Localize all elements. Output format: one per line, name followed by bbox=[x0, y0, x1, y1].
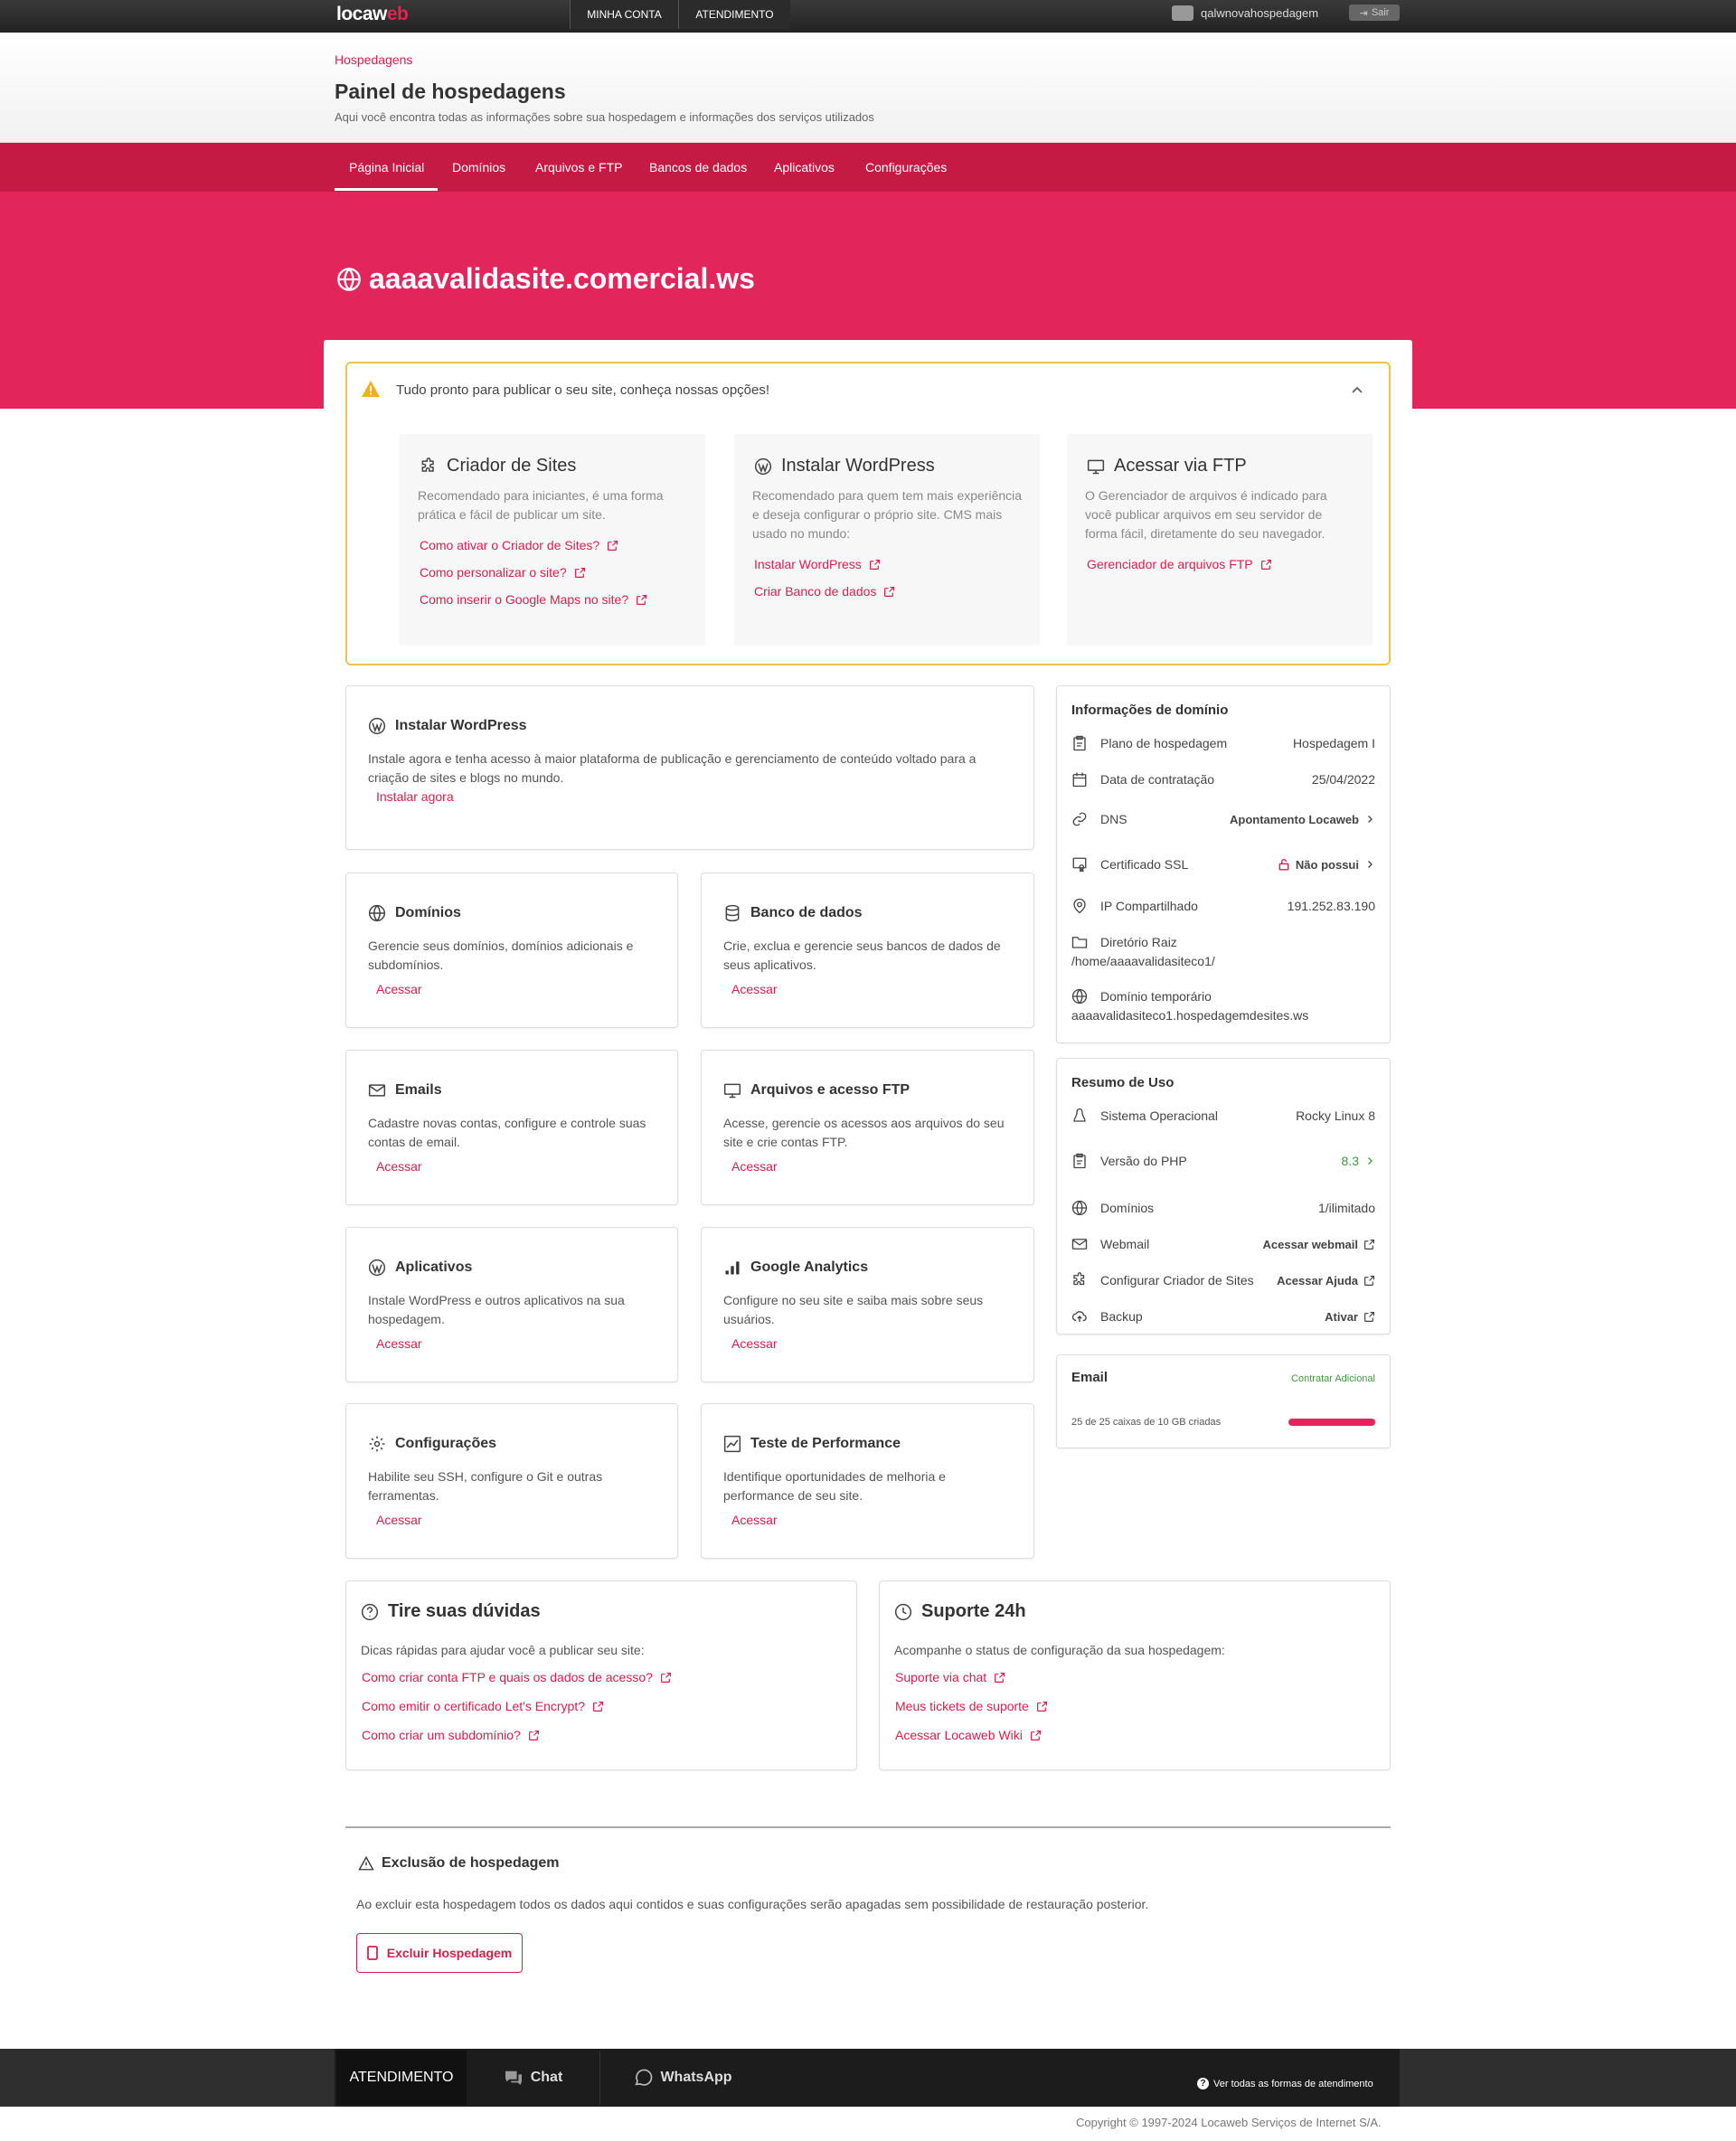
backup-link[interactable]: Ativar bbox=[1325, 1310, 1375, 1324]
wordpress-icon bbox=[754, 457, 772, 476]
row-dns: DNS Apontamento Locaweb bbox=[1071, 811, 1375, 827]
card-aplicativos: Aplicativos Instale WordPress e outros aplicativos na sua hospedagem. Acessar bbox=[345, 1227, 678, 1382]
tab-arquivos-ftp[interactable]: Arquivos e FTP bbox=[535, 160, 623, 174]
tab-pagina-inicial[interactable]: Página Inicial bbox=[349, 160, 425, 174]
support-link-wiki[interactable]: Acessar Locaweb Wiki bbox=[895, 1728, 1042, 1742]
diretorio-value: /home/aaaavalidasiteco1/ bbox=[1071, 954, 1215, 968]
linux-icon bbox=[1071, 1108, 1091, 1124]
support-desc: Acompanhe o status de configuração da sua hospedagem: bbox=[894, 1643, 1225, 1657]
card-desc: Gerencie seus domínios, domínios adicionais e subdomínios. bbox=[368, 938, 634, 972]
link-gerenciador-ftp[interactable]: Gerenciador de arquivos FTP bbox=[1087, 557, 1272, 571]
external-link-icon bbox=[574, 567, 586, 579]
card-desc: Cadastre novas contas, configure e controle suas contas de email. bbox=[368, 1116, 646, 1149]
email-usage-bar bbox=[1288, 1419, 1375, 1426]
warning-icon bbox=[358, 1855, 374, 1872]
chevron-right-icon bbox=[1364, 859, 1375, 870]
help-desc: Dicas rápidas para ajudar você a publicar seu site: bbox=[361, 1643, 645, 1657]
clock-icon bbox=[894, 1603, 912, 1621]
webmail-link[interactable]: Acessar webmail bbox=[1262, 1238, 1375, 1251]
breadcrumb[interactable]: Hospedagens bbox=[335, 52, 413, 67]
globe-icon bbox=[368, 904, 386, 922]
card-desc: Acesse, gerencie os acessos aos arquivos do seu site e crie contas FTP. bbox=[723, 1116, 1005, 1149]
row-diretorio: Diretório Raiz bbox=[1071, 934, 1375, 950]
external-link-icon bbox=[1363, 1275, 1375, 1287]
install-wordpress-link[interactable]: Instalar agora bbox=[376, 789, 454, 804]
calendar-icon bbox=[1071, 771, 1091, 788]
domain-info-title: Informações de domínio bbox=[1071, 703, 1229, 718]
external-link-icon bbox=[1363, 1311, 1375, 1323]
username: qalwnovahospedagem bbox=[1201, 6, 1319, 20]
card-link-acessar[interactable]: Acessar bbox=[731, 1513, 778, 1527]
monitor-icon bbox=[1087, 457, 1105, 476]
chart-icon bbox=[723, 1435, 741, 1453]
card-arquivos-ftp: Arquivos e acesso FTP Acesse, gerencie os acessos aos arquivos do seu site e crie contas FTP. Acessar bbox=[701, 1050, 1034, 1205]
email-panel bbox=[1056, 1354, 1391, 1448]
footer-whatsapp-button[interactable]: WhatsApp bbox=[615, 2051, 750, 2105]
tab-bancos-de-dados[interactable]: Bancos de dados bbox=[649, 160, 748, 174]
topnav-atendimento[interactable]: ATENDIMENTO bbox=[678, 0, 790, 29]
help-link-ftp[interactable]: Como criar conta FTP e quais os dados de acesso? bbox=[362, 1670, 672, 1684]
help-card: Tire suas dúvidas Dicas rápidas para ajudar você a publicar seu site: Como criar conta FTP e quais os dados de acesso? Como emitir o certificado Let's Encrypt? Como criar um subdomínio? bbox=[345, 1580, 857, 1770]
option-instalar-wordpress: Instalar WordPress Recomendado para quem tem mais experiência e deseja configurar o próprio site. CMS mais usado no mundo: Instalar WordPress Criar Banco de dados bbox=[734, 434, 1040, 646]
globe-icon bbox=[1071, 1200, 1091, 1216]
row-dominio-temporario: Domínio temporário bbox=[1071, 988, 1375, 1004]
row-webmail: Webmail Acessar webmail bbox=[1071, 1236, 1375, 1252]
external-link-icon bbox=[869, 559, 881, 571]
card-teste-performance: Teste de Performance Identifique oportunidades de melhoria e performance de seu site. Acessar bbox=[701, 1403, 1034, 1559]
ip-icon bbox=[1071, 898, 1091, 914]
puzzle-icon bbox=[420, 457, 438, 476]
globe-icon bbox=[1071, 988, 1091, 1004]
link-icon bbox=[1071, 811, 1091, 827]
support-link-chat[interactable]: Suporte via chat bbox=[895, 1670, 1005, 1684]
footer-label: ATENDIMENTO bbox=[336, 2051, 467, 2105]
clipboard-icon bbox=[1071, 735, 1091, 751]
external-link-icon bbox=[1030, 1730, 1042, 1741]
contratar-adicional-link[interactable]: Contratar Adicional bbox=[1291, 1373, 1375, 1384]
row-backup: Backup Ativar bbox=[1071, 1308, 1375, 1325]
wordpress-icon bbox=[368, 1259, 386, 1277]
page-subtitle: Aqui você encontra todas as informações sobre sua hospedagem e informações dos serviços utilizados bbox=[335, 110, 874, 124]
external-link-icon bbox=[607, 540, 618, 552]
top-bar bbox=[0, 0, 1736, 33]
delete-desc: Ao excluir esta hospedagem todos os dados aqui contidos e suas configurações serão apagadas sem possibilidade de restauração posterior. bbox=[356, 1897, 1149, 1911]
card-desc: Configure no seu site e saiba mais sobre seus usuários. bbox=[723, 1293, 984, 1326]
card-desc: Instale agora e tenha acesso à maior plataforma de publicação e gerenciamento de conteúdo voltado para a criação de sites e blogs no mundo. bbox=[368, 751, 976, 785]
dns-link[interactable]: Apontamento Locaweb bbox=[1230, 813, 1375, 826]
dominio-temporario-value: aaaavalidasiteco1.hospedagemdesites.ws bbox=[1071, 1008, 1309, 1023]
footer-all-options-link[interactable]: ? Ver todas as formas de atendimento bbox=[1197, 2078, 1373, 2089]
option-desc: Recomendado para quem tem mais experiência e deseja configurar o próprio site. CMS mais usado no mundo: bbox=[752, 488, 1023, 541]
row-php: Versão do PHP 8.3 bbox=[1071, 1153, 1375, 1169]
whatsapp-icon bbox=[633, 2068, 653, 2088]
user-menu[interactable] bbox=[1172, 5, 1318, 21]
page-header bbox=[0, 33, 1736, 143]
chevron-right-icon bbox=[1364, 1155, 1375, 1166]
card-banco-de-dados: Banco de dados Crie, exclua e gerencie seus bancos de dados de seus aplicativos. Acessar bbox=[701, 872, 1034, 1028]
ajuda-link[interactable]: Acessar Ajuda bbox=[1277, 1274, 1375, 1287]
wordpress-card: Instalar WordPress Instale agora e tenha acesso à maior plataforma de publicação e gerenciamento de conteúdo voltado para a criação de sites e blogs no mundo. Instalar agora bbox=[345, 685, 1034, 850]
card-desc: Instale WordPress e outros aplicativos na sua hospedagem. bbox=[368, 1293, 625, 1326]
external-link-icon bbox=[528, 1730, 540, 1741]
option-acessar-ftp: Acessar via FTP O Gerenciador de arquivos é indicado para você publicar arquivos em seu servidor de forma fácil, diretamente do seu navegador. Gerenciador de arquivos FTP bbox=[1067, 434, 1373, 646]
email-title: Email bbox=[1071, 1370, 1109, 1385]
footer-chat-button[interactable]: Chat bbox=[467, 2051, 600, 2105]
help-link-ssl[interactable]: Como emitir o certificado Let's Encrypt? bbox=[362, 1699, 604, 1713]
logout-icon: ⇥ bbox=[1359, 7, 1368, 19]
support-card: Suporte 24h Acompanhe o status de configuração da sua hospedagem: Suporte via chat Meus tickets de suporte Acessar Locaweb Wiki bbox=[879, 1580, 1391, 1770]
external-link-icon bbox=[1036, 1701, 1048, 1712]
card-link-acessar[interactable]: Acessar bbox=[731, 1159, 778, 1174]
help-link-subdominio[interactable]: Como criar um subdomínio? bbox=[362, 1728, 540, 1742]
backup-icon bbox=[1071, 1308, 1091, 1325]
external-link-icon bbox=[994, 1672, 1005, 1684]
hosting-domain-title: aaaavalidasite.comercial.ws bbox=[336, 262, 755, 296]
row-criador-sites: Configurar Criador de Sites Acessar Ajuda bbox=[1071, 1272, 1375, 1288]
card-emails: Emails Cadastre novas contas, configure e controle suas contas de email. Acessar bbox=[345, 1050, 678, 1205]
usage-title: Resumo de Uso bbox=[1071, 1075, 1175, 1090]
help-icon bbox=[361, 1603, 379, 1621]
card-desc: Identifique oportunidades de melhoria e performance de seu site. bbox=[723, 1469, 946, 1503]
certificate-icon bbox=[1071, 856, 1091, 872]
card-desc: Habilite seu SSH, configure o Git e outras ferramentas. bbox=[368, 1469, 603, 1503]
row-ip: IP Compartilhado 191.252.83.190 bbox=[1071, 898, 1375, 914]
usage-panel bbox=[1056, 1058, 1391, 1335]
analytics-icon bbox=[723, 1259, 741, 1277]
locaweb-logo[interactable]: locaweb bbox=[336, 4, 409, 24]
unlock-icon bbox=[1278, 858, 1290, 871]
external-link-icon bbox=[883, 586, 895, 598]
row-ssl: Certificado SSL Não possui bbox=[1071, 856, 1375, 872]
ssl-link[interactable]: Não possui bbox=[1278, 858, 1375, 872]
page-title: Painel de hospedagens bbox=[335, 80, 566, 103]
row-dominios: Domínios 1/ilimitado bbox=[1071, 1200, 1375, 1216]
tab-configuracoes[interactable]: Configurações bbox=[865, 160, 948, 174]
globe-icon bbox=[336, 267, 362, 292]
card-link-acessar[interactable]: Acessar bbox=[376, 1159, 422, 1174]
email-usage-text: 25 de 25 caixas de 10 GB criadas bbox=[1071, 1417, 1222, 1428]
avatar-icon bbox=[1172, 5, 1194, 21]
chevron-right-icon bbox=[1364, 814, 1375, 825]
row-sistema-operacional: Sistema Operacional Rocky Linux 8 bbox=[1071, 1108, 1375, 1124]
external-link-icon bbox=[1363, 1239, 1375, 1250]
email-usage-track bbox=[1288, 1419, 1375, 1426]
link-criar-banco[interactable]: Criar Banco de dados bbox=[754, 584, 895, 599]
warning-icon bbox=[362, 381, 380, 397]
domain-info-panel bbox=[1056, 685, 1391, 1043]
option-desc: Recomendado para iniciantes, é uma forma prática e fácil de publicar um site. bbox=[418, 488, 664, 522]
active-tab-indicator bbox=[335, 188, 438, 191]
chevron-up-icon[interactable] bbox=[1351, 383, 1363, 396]
row-data-contratacao: Data de contratação 25/04/2022 bbox=[1071, 771, 1375, 788]
external-link-icon bbox=[636, 594, 647, 606]
card-google-analytics: Google Analytics Configure no seu site e saiba mais sobre seus usuários. Acessar bbox=[701, 1227, 1034, 1382]
php-version-link[interactable]: 8.3 bbox=[1342, 1154, 1375, 1168]
divider bbox=[345, 1826, 1391, 1828]
option-criador-de-sites: Criador de Sites Recomendado para iniciantes, é uma forma prática e fácil de publicar um site. Como ativar o Criador de Sites? Como personalizar o site? Como inserir o Google Maps no site? bbox=[400, 434, 705, 646]
support-link-tickets[interactable]: Meus tickets de suporte bbox=[895, 1699, 1048, 1713]
mail-icon bbox=[1071, 1236, 1091, 1252]
gear-icon bbox=[368, 1435, 386, 1453]
clipboard-icon bbox=[1071, 1153, 1091, 1169]
link-instalar-wordpress[interactable]: Instalar WordPress bbox=[754, 557, 881, 571]
logout-button[interactable]: ⇥ Sair bbox=[1349, 5, 1400, 21]
tab-dominios[interactable]: Domínios bbox=[452, 160, 506, 174]
card-link-acessar[interactable]: Acessar bbox=[376, 1513, 422, 1527]
option-desc: O Gerenciador de arquivos é indicado para você publicar arquivos em seu servidor de forma fácil, diretamente do seu navegador. bbox=[1085, 488, 1327, 541]
trash-icon bbox=[367, 1946, 378, 1960]
card-desc: Crie, exclua e gerencie seus bancos de dados de seus aplicativos. bbox=[723, 938, 1001, 972]
puzzle-icon bbox=[1071, 1272, 1091, 1288]
database-icon bbox=[723, 904, 741, 922]
copyright: Copyright © 1997-2024 Locaweb Serviços de Internet S/A. bbox=[1076, 2116, 1382, 2129]
wordpress-icon bbox=[368, 717, 386, 735]
external-link-icon bbox=[592, 1701, 604, 1712]
external-link-icon bbox=[1260, 559, 1272, 571]
card-link-acessar[interactable]: Acessar bbox=[376, 1336, 422, 1351]
external-link-icon bbox=[660, 1672, 672, 1684]
topnav-minha-conta[interactable]: MINHA CONTA bbox=[570, 0, 678, 29]
monitor-icon bbox=[723, 1081, 741, 1099]
delete-title: Exclusão de hospedagem bbox=[358, 1855, 560, 1872]
folder-icon bbox=[1071, 934, 1091, 950]
delete-hosting-button[interactable]: Excluir Hospedagem bbox=[356, 1933, 523, 1973]
row-plano: Plano de hospedagem Hospedagem I bbox=[1071, 735, 1375, 751]
alert-message: Tudo pronto para publicar o seu site, conheça nossas opções! bbox=[396, 382, 770, 398]
card-link-acessar[interactable]: Acessar bbox=[731, 982, 778, 996]
info-icon: ? bbox=[1197, 2078, 1209, 2089]
card-configuracoes: Configurações Habilite seu SSH, configure o Git e outras ferramentas. Acessar bbox=[345, 1403, 678, 1559]
mail-icon bbox=[368, 1081, 386, 1099]
link-google-maps[interactable]: Como inserir o Google Maps no site? bbox=[420, 592, 647, 607]
card-link-acessar[interactable]: Acessar bbox=[376, 982, 422, 996]
link-personalizar-site[interactable]: Como personalizar o site? bbox=[420, 565, 586, 580]
card-dominios: Domínios Gerencie seus domínios, domínios adicionais e subdomínios. Acessar bbox=[345, 872, 678, 1028]
link-ativar-criador[interactable]: Como ativar o Criador de Sites? bbox=[420, 538, 618, 552]
chat-icon bbox=[504, 2070, 524, 2086]
card-link-acessar[interactable]: Acessar bbox=[731, 1336, 778, 1351]
tab-aplicativos[interactable]: Aplicativos bbox=[774, 160, 835, 174]
